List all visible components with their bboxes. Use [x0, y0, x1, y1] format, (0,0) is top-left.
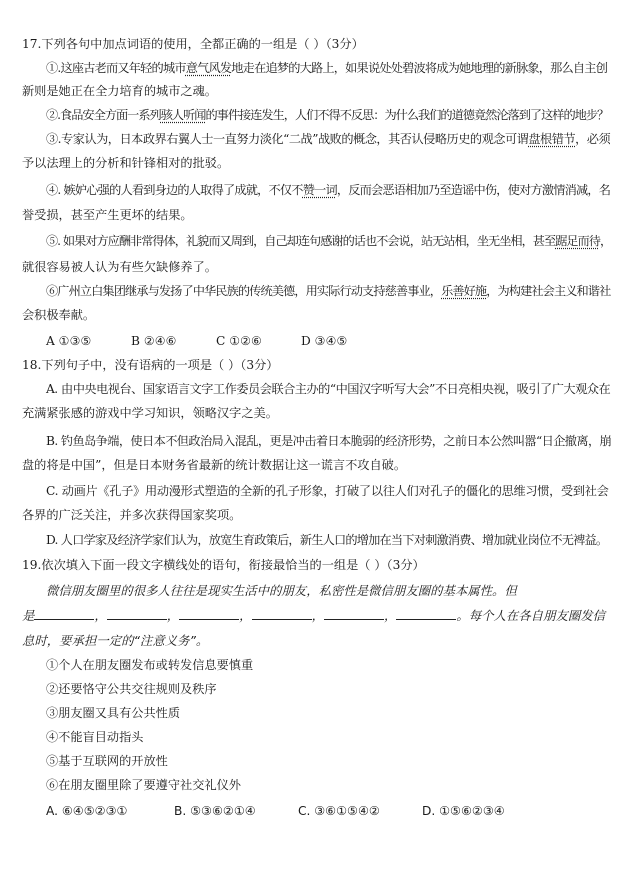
- dotted-term: 乐善好施: [441, 284, 487, 298]
- q17-option-b[interactable]: B ②④⑥: [131, 334, 177, 348]
- q17-option-a[interactable]: A ①③⑤: [46, 334, 92, 348]
- blank-4[interactable]: [252, 608, 312, 620]
- dotted-term: 骇人听闻: [160, 108, 206, 122]
- blank-5[interactable]: [324, 608, 384, 620]
- q19-item-1: ①个人在朋友圈发布或转发信息要慎重: [46, 658, 254, 672]
- q17-stem: 17.下列各句中加点词语的使用，全都正确的一组是（ ）（3分）: [22, 37, 364, 51]
- q18-option-b-line-2: 盘的将是中国”，但是日本财务省最新的统计数据让这一谎言不攻自破。: [22, 458, 407, 472]
- q19-item-2: ②还要恪守公共交往规则及秩序: [46, 682, 217, 696]
- q17-sentence-5-line-2: 就很容易被人认为有些欠缺修养了。: [22, 260, 217, 274]
- q17-sentence-3-line-2: 予以法理上的分析和针锋相对的批驳。: [22, 156, 230, 170]
- q19-item-6: ⑥在朋友圈里除了要遵守社交礼仪外: [46, 778, 241, 792]
- q17-option-c[interactable]: C ①②⑥: [216, 334, 262, 348]
- q17-sentence-6-line-2: 会积极奉献。: [22, 308, 96, 322]
- q17-sentence-3-line-1: ③.专家认为，日本政界右翼人士一直努力淡化“二战”战败的概念，其否认侵略历史的观念可谓盘根错节，必须: [46, 132, 611, 146]
- q17-option-d[interactable]: D ③④⑤: [301, 334, 348, 348]
- q17-sentence-1-line-2: 新则是她正在全力培育的城市之魂。: [22, 84, 217, 98]
- q18-option-b-line-1[interactable]: B. 钓鱼岛争端，使日本不但政治局入混乱，更是冲击着日本脆弱的经济形势，之前日本公然叫嚣“日企撤离，崩: [46, 434, 612, 448]
- q17-sentence-5-line-1: ⑤. 如果对方应酬非常得体，礼貌而又周到，自己却连句感谢的话也不会说，站无站相，坐无坐相，甚至踞足而待，: [46, 234, 612, 248]
- q19-option-d[interactable]: D. ①⑤⑥②③④: [422, 804, 505, 818]
- q17-sentence-6-line-1: ⑥广州立白集团继承与发扬了中华民族的传统美德，用实际行动支持慈善事业，乐善好施，为构建社会主义和谐社: [46, 284, 611, 298]
- q18-option-d-line-1[interactable]: D. 人口学家及经济学家们认为，放宽生育政策后，新生人口的增加在当下对刺激消费、增加就业岗位不无裨益。: [46, 533, 608, 547]
- dotted-term: 踞足而待: [555, 234, 600, 248]
- q19-option-b[interactable]: B. ⑤③⑥②①④: [174, 804, 256, 818]
- q19-passage-line-3: 息时，要承担一定的“注意义务”。: [22, 633, 209, 648]
- q17-sentence-1-line-1: ①.这座古老而又年轻的城市意气风发地走在追梦的大路上，如果说处处碧波将成为她地理的新脉象，那么自主创: [46, 61, 608, 75]
- q18-option-c-line-1[interactable]: C. 动画片《孔子》用动漫形式塑造的全新的孔子形象，打破了以往人们对孔子的僵化的思维习惯，受到社会: [46, 484, 609, 498]
- blank-3[interactable]: [179, 608, 239, 620]
- q17-sentence-4-line-1: ④. 嫉妒心强的人看到身边的人取得了成就，不仅不赞一词，反而会恶语相加乃至造谣中伤，使对方激情消减，名: [46, 183, 611, 197]
- q18-option-a-line-1[interactable]: A. 由中央电视台、国家语言文字工作委员会联合主办的“中国汉字听写大会”不日亮相央视，吸引了广大观众在: [46, 382, 611, 396]
- blank-2[interactable]: [107, 608, 167, 620]
- q17-sentence-2: ②.食品安全方面一系列骇人听闻的事件接连发生，人们不得不反思：为什么我们的道德竟然沦落到了这样的地步？: [46, 108, 609, 122]
- blank-6[interactable]: [396, 608, 456, 620]
- q18-stem: 18.下列句子中，没有语病的一项是（ ）（3分）: [22, 358, 279, 372]
- q17-sentence-4-line-2: 誉受损，甚至产生更坏的结果。: [22, 208, 193, 222]
- dotted-term: 盘根错节: [528, 132, 576, 146]
- q19-item-5: ⑤基于互联网的开放性: [46, 754, 168, 768]
- q19-stem: 19.依次填入下面一段文字横线处的语句，衔接最恰当的一组是（ ）（3分）: [22, 558, 425, 572]
- q18-option-c-line-2: 各界的广泛关注，并多次获得国家奖项。: [22, 508, 242, 522]
- q19-item-4: ④不能盲目动指头: [46, 730, 144, 744]
- q19-option-c[interactable]: C. ③⑥①⑤④②: [298, 804, 380, 818]
- q18-option-a-line-2: 充满紧张感的游戏中学习知识，领略汉字之美。: [22, 406, 278, 420]
- q19-option-a[interactable]: A. ⑥④⑤②③①: [46, 804, 128, 818]
- blank-1[interactable]: [34, 608, 94, 620]
- q19-item-3: ③朋友圈又具有公共性质: [46, 706, 181, 720]
- dotted-term: 意气风发: [185, 61, 232, 75]
- q19-passage-line-2: 是 ， ， ， ， ， 。每个人在各自朋友圈发信: [22, 608, 606, 623]
- dotted-term: 赞一词: [302, 183, 337, 197]
- q19-passage-line-1: 微信朋友圈里的很多人往往是现实生活中的朋友，私密性是微信朋友圈的基本属性。但: [46, 583, 517, 598]
